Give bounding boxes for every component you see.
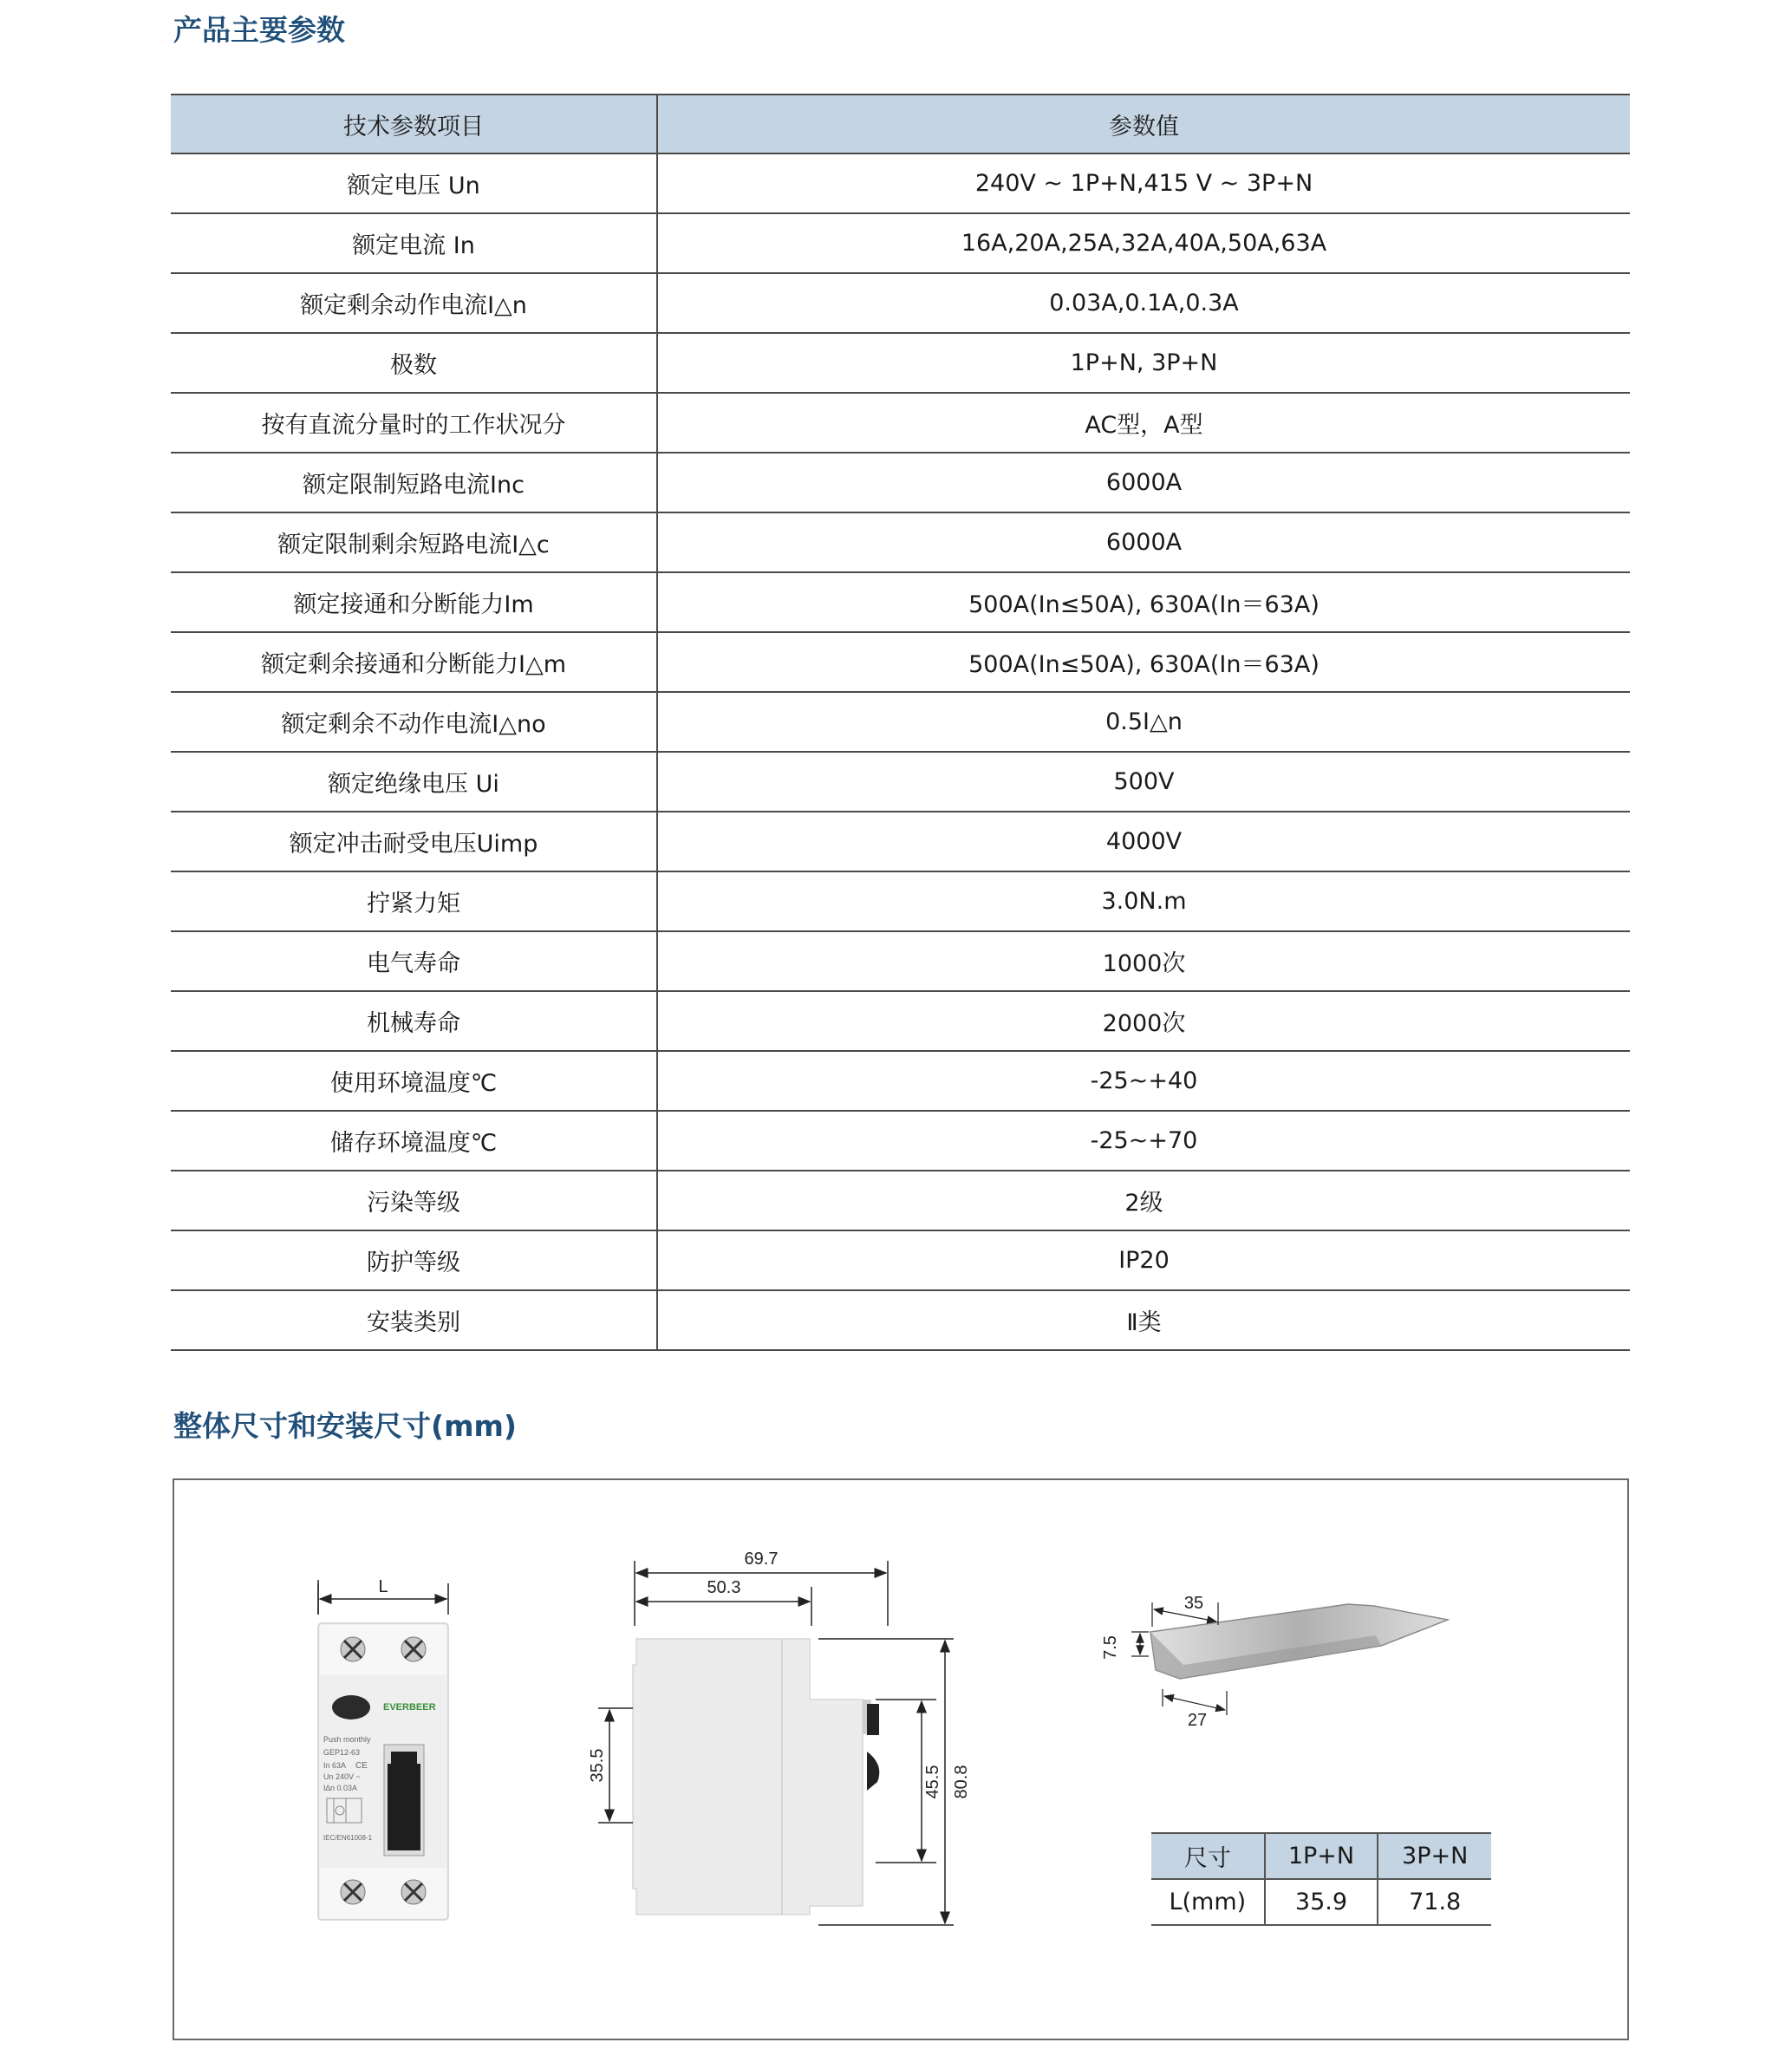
param-value: 240V ~ 1P+N,415 V ~ 3P+N — [657, 153, 1630, 213]
dim-808-label: 80.8 — [952, 1765, 971, 1799]
size-row-label: L(mm) — [1151, 1879, 1265, 1925]
table-row — [171, 512, 1630, 572]
size-header-1pn: 1P+N — [1265, 1833, 1378, 1879]
table-row — [171, 572, 1630, 632]
param-name: 机械寿命 — [171, 991, 657, 1051]
param-value: AC型，A型 — [657, 393, 1630, 453]
param-name: 额定电流 In — [171, 213, 657, 273]
table-row — [171, 1171, 1630, 1230]
table-row — [171, 812, 1630, 871]
param-name: 电气寿命 — [171, 931, 657, 991]
param-value: 4000V — [657, 812, 1630, 871]
table-row — [171, 632, 1630, 692]
dim-27-label: 27 — [1187, 1711, 1208, 1730]
param-value: 500V — [657, 752, 1630, 812]
table-header-row — [171, 95, 1630, 153]
param-name: 使用环境温度℃ — [171, 1051, 657, 1111]
param-name: 额定电压 Un — [171, 153, 657, 213]
table-row — [171, 692, 1630, 752]
table-row — [171, 991, 1630, 1051]
standard-text: IEC/EN61008-1 — [323, 1834, 373, 1842]
dim-35-label: 35 — [1183, 1594, 1204, 1613]
param-name: 额定绝缘电压 Ui — [171, 752, 657, 812]
param-name: 额定剩余动作电流I△n — [171, 273, 657, 333]
table-row — [171, 871, 1630, 931]
table-row — [171, 931, 1630, 991]
table-row — [171, 1230, 1630, 1290]
param-value: 500A(In≤50A), 630A(In＝63A) — [657, 572, 1630, 632]
param-value: 500A(In≤50A), 630A(In＝63A) — [657, 632, 1630, 692]
param-name: 防护等级 — [171, 1230, 657, 1290]
spec-idn-text: I∆n 0.03A — [323, 1784, 358, 1792]
param-value: 1000次 — [657, 931, 1630, 991]
table-row — [171, 153, 1630, 213]
param-value: IP20 — [657, 1230, 1630, 1290]
section-title-parameters: 产品主要参数 — [173, 13, 345, 47]
test-button-icon — [332, 1695, 370, 1719]
dim-front-width-label: 50.3 — [707, 1578, 741, 1597]
param-name: 额定限制剩余短路电流I△c — [171, 512, 657, 572]
table-row — [171, 393, 1630, 453]
param-value: -25~+70 — [657, 1111, 1630, 1171]
param-name: 储存环境温度℃ — [171, 1111, 657, 1171]
ce-mark: CE — [355, 1761, 368, 1771]
size-header-3pn: 3P+N — [1378, 1833, 1491, 1879]
push-text: Push monthly — [323, 1735, 371, 1744]
param-name: 额定接通和分断能力Im — [171, 572, 657, 632]
param-value: 3.0N.m — [657, 871, 1630, 931]
param-value: 16A,20A,25A,32A,40A,50A,63A — [657, 213, 1630, 273]
table-row — [171, 273, 1630, 333]
model-text: GEP12-63 — [323, 1748, 361, 1757]
param-name: 按有直流分量时的工作状况分 — [171, 393, 657, 453]
table-row — [171, 1051, 1630, 1111]
param-name: 安装类别 — [171, 1290, 657, 1350]
param-name: 拧紧力矩 — [171, 871, 657, 931]
parameters-table — [171, 94, 1630, 1351]
side-view-drawing — [581, 1543, 997, 1946]
table-row — [171, 453, 1630, 512]
param-name: 额定剩余不动作电流I△no — [171, 692, 657, 752]
param-value: 2000次 — [657, 991, 1630, 1051]
table-row — [1151, 1879, 1491, 1925]
dim-355-label: 35.5 — [588, 1748, 607, 1783]
size-value-3pn: 71.8 — [1378, 1879, 1491, 1925]
param-value: Ⅱ类 — [657, 1290, 1630, 1350]
header-value: 参数值 — [657, 95, 1630, 153]
dim-75-label: 7.5 — [1101, 1635, 1120, 1660]
param-value: 0.5I△n — [657, 692, 1630, 752]
param-name: 污染等级 — [171, 1171, 657, 1230]
table-row — [171, 752, 1630, 812]
param-name: 额定限制短路电流Inc — [171, 453, 657, 512]
param-value: 2级 — [657, 1171, 1630, 1230]
size-value-1pn: 35.9 — [1265, 1879, 1378, 1925]
param-value: 6000A — [657, 453, 1630, 512]
size-header-row — [1151, 1833, 1491, 1879]
section-title-dimensions: 整体尺寸和安装尺寸(mm) — [173, 1409, 517, 1443]
side-lever-icon — [867, 1704, 879, 1735]
header-item: 技术参数项目 — [171, 95, 657, 153]
table-row — [171, 1111, 1630, 1171]
table-row — [171, 213, 1630, 273]
param-value: -25~+40 — [657, 1051, 1630, 1111]
spec-un-text: Un 240V ~ — [323, 1772, 361, 1781]
size-header-dimension: 尺寸 — [1151, 1833, 1265, 1879]
param-value: 0.03A,0.1A,0.3A — [657, 273, 1630, 333]
param-name: 极数 — [171, 333, 657, 393]
spec-in-text: In 63A — [323, 1761, 347, 1770]
param-name: 额定冲击耐受电压Uimp — [171, 812, 657, 871]
brand-logo: EVERBEER — [383, 1702, 436, 1713]
table-row — [171, 333, 1630, 393]
table-row — [171, 1290, 1630, 1350]
dim-455-label: 45.5 — [923, 1765, 942, 1799]
front-view-drawing — [308, 1580, 464, 1930]
dim-l-label: L — [378, 1580, 388, 1596]
din-rail-drawing — [1097, 1587, 1504, 1746]
param-value: 6000A — [657, 512, 1630, 572]
size-table — [1151, 1832, 1491, 1926]
param-value: 1P+N, 3P+N — [657, 333, 1630, 393]
dim-total-width-label: 69.7 — [744, 1550, 779, 1569]
param-name: 额定剩余接通和分断能力I△m — [171, 632, 657, 692]
